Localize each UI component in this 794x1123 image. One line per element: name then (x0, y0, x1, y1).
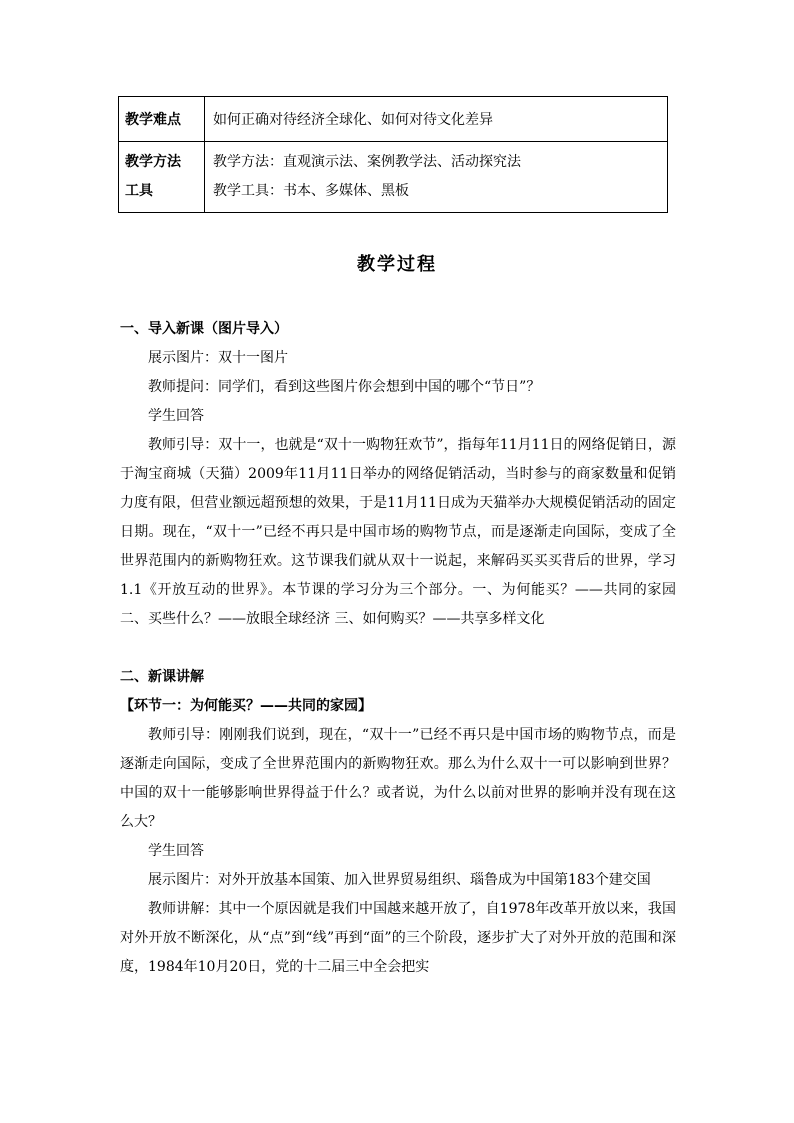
paragraph-student-answer-2: 学生回答 (148, 843, 204, 859)
paragraph-teacher-guide-2: 教师引导：刚刚我们说到，现在，“双十一”已经不再只是中国市场的购物节点，而是逐渐走向国际，变成了全世界范围内的新购物狂欢。那么为什么双十一可以影响到世界？中国的双十一能够影响世界得益于什么？或者说，为什么以前对世界的影响并没有现在这么大？ (120, 727, 676, 830)
info-table (118, 96, 668, 213)
table-label-difficulty: 教学难点 (119, 97, 205, 142)
spacer (120, 634, 676, 663)
table-value-methods (205, 142, 668, 213)
section-heading-new-lesson: 二、新课讲解 (120, 669, 204, 685)
lesson-content (120, 315, 676, 982)
paragraph-teacher-question: 教师提问：同学们，看到这些图片你会想到中国的哪个“节日”？ (148, 379, 541, 395)
table-value-methods-line1: 教学方法：直观演示法、案例教学法、活动探究法 (213, 154, 521, 170)
table-label-methods (119, 142, 205, 213)
table-row (119, 97, 668, 142)
paragraph-teacher-guide: 教师引导：双十一，也就是“双十一购物狂欢节”，指每年11月11日的网络促销日，源于淘宝商城（天猫）2009年11月11日举办的网络促销活动，当时参与的商家数量和促销力度有限，但营业额远超预想的效果，于是11月11日成为天猫举办大规模促销活动的固定日期。现在，“双十一”已经不再只是中国市场的购物节点，而是逐渐走向国际，变成了全世界范围内的新购物狂欢。这节课我们就从双十一说起，来解码买买买背后的世界，学习1.1《开放互动的世界》。本节课的学习分为三个部分。一、为何能买？——共同的家园 二、买些什么？——放眼全球经济 三、如何购买？——共享多样文化 (120, 437, 676, 627)
table-label-methods-line2: 工具 (125, 183, 153, 199)
paragraph-show-image-2: 展示图片：对外开放基本国策、加入世界贸易组织、瑙鲁成为中国第183个建交国 (148, 872, 651, 888)
paragraph-student-answer: 学生回答 (148, 408, 204, 424)
table-row (119, 142, 668, 213)
table-value-methods-line2: 教学工具：书本、多媒体、黑板 (213, 183, 409, 199)
table-value-difficulty: 如何正确对待经济全球化、如何对待文化差异 (205, 97, 668, 142)
table-label-methods-line1: 教学方法 (125, 154, 181, 170)
paragraph-teacher-explain: 教师讲解：其中一个原因就是我们中国越来越开放了，自1978年改革开放以来，我国对外开放不断深化，从“点”到“线”再到“面”的三个阶段，逐步扩大了对外开放的范围和深度，1984年10月20日，党的十二届三中全会把实 (120, 901, 676, 975)
section-heading-intro: 一、导入新课（图片导入） (120, 321, 288, 337)
section-subheading-part1: 【环节一：为何能买？——共同的家园】 (120, 698, 372, 714)
page-title: 教学过程 (357, 254, 437, 275)
paragraph-show-image: 展示图片：双十一图片 (148, 350, 288, 366)
